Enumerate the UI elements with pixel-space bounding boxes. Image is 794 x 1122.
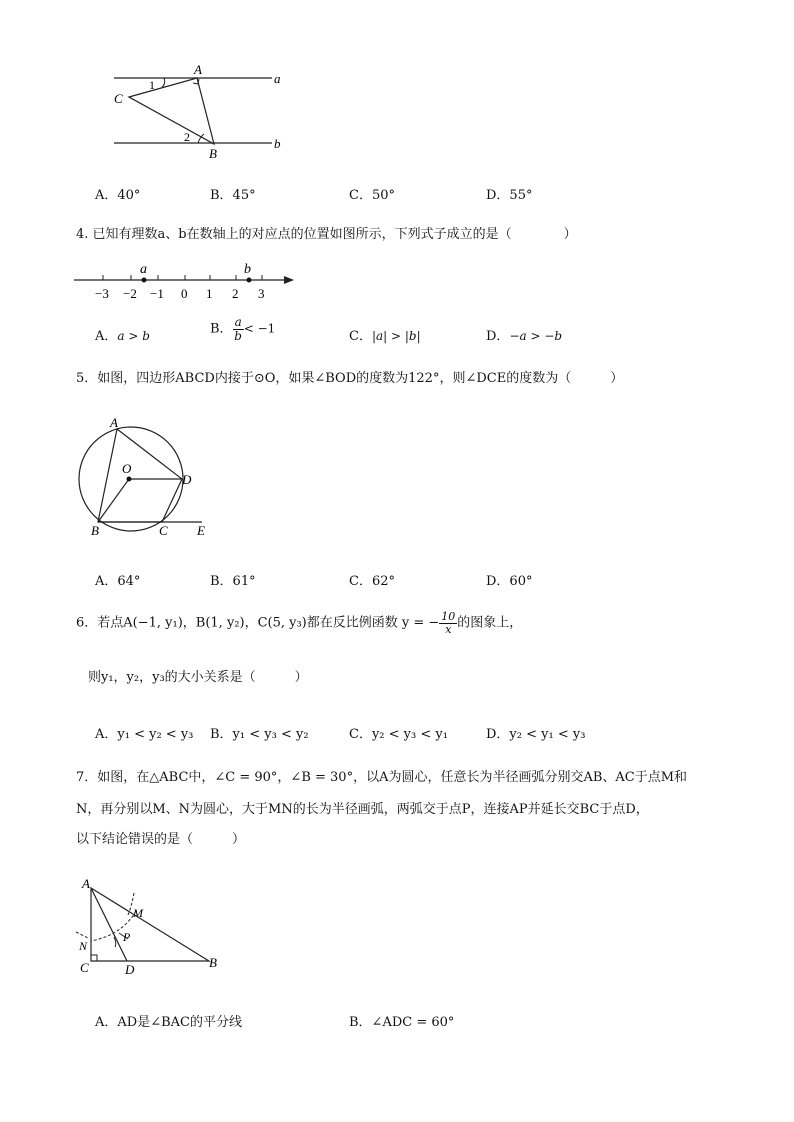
angle1-arc xyxy=(162,78,165,87)
q5-stem: 5．如图，四边形ABCD内接于⊙O，如果∠BOD的度数为122°，则∠DCE的度数为（ ） xyxy=(76,371,624,386)
point-b-dot xyxy=(247,278,252,283)
q3-option-a: A．40° xyxy=(95,188,141,203)
tick-label-n3: −3 xyxy=(95,286,109,301)
tick-label-1: 1 xyxy=(206,286,213,301)
label-P: P xyxy=(123,930,131,944)
label-B: B xyxy=(209,146,217,161)
quad-abcd xyxy=(98,429,182,522)
tick-label-n1: −1 xyxy=(150,286,164,301)
label-C: C xyxy=(159,523,168,538)
q4-option-c: C．|a| > |b| xyxy=(349,329,421,344)
label-B: B xyxy=(91,523,99,538)
q3-option-d: D．55° xyxy=(486,188,533,203)
q7-line-2: N，再分别以M、N为圆心，大于MN的长为半径画弧，两弧交于点P，连接AP并延长交BC于点D， xyxy=(76,802,649,817)
tick-label-n2: −2 xyxy=(123,286,137,301)
q6-option-a: A．y₁ < y₂ < y₃ xyxy=(95,727,194,742)
label-C: C xyxy=(114,91,123,106)
q6-option-d: D．y₂ < y₁ < y₃ xyxy=(486,727,586,742)
q3-option-c: C．50° xyxy=(349,188,395,203)
q4-stem: 4. 已知有理数a、b在数轴上的对应点的位置如图所示，下列式子成立的是（ ） xyxy=(76,227,577,242)
q5-option-c: C．62° xyxy=(349,574,395,589)
q4-number-line xyxy=(72,258,302,302)
label-B: B xyxy=(209,955,217,970)
label-C: C xyxy=(80,960,89,975)
label-A: A xyxy=(194,62,202,77)
q6-stem: 6．若点A(−1, y₁)，B(1, y₂)，C(5, y₃)都在反比例函数 y = − $\frac{10}{x}$ 的图象上， xyxy=(76,610,523,636)
point-a-dot xyxy=(142,278,147,283)
label-D: D xyxy=(125,962,135,977)
q5-figure xyxy=(78,415,218,540)
q7-figure xyxy=(70,875,230,975)
right-angle-mark xyxy=(91,955,97,961)
label-N: N xyxy=(79,939,88,953)
q4-option-b: B． $\frac{a}{b}$ < −1 xyxy=(210,315,276,343)
center-o-dot xyxy=(127,477,132,482)
q7-option-b: B．∠ADC = 60° xyxy=(349,1015,455,1030)
q3-figure xyxy=(100,60,300,170)
q5-option-a: A．64° xyxy=(95,574,141,589)
q6-option-c: C．y₂ < y₃ < y₁ xyxy=(349,727,448,742)
q7-option-a: A．AD是∠BAC的平分线 xyxy=(95,1015,242,1030)
label-A: A xyxy=(82,876,90,891)
q5-option-b: B．61° xyxy=(210,574,256,589)
label-line-a: a xyxy=(274,71,281,86)
tick-label-3: 3 xyxy=(258,286,265,301)
label-2: 2 xyxy=(184,130,190,144)
q5-option-d: D．60° xyxy=(486,574,533,589)
point-a-label: a xyxy=(140,262,147,277)
tick-label-2: 2 xyxy=(232,286,239,301)
label-A: A xyxy=(110,415,118,430)
q6-stem-2: 则y₁，y₂，y₃的大小关系是（ ） xyxy=(88,670,308,685)
label-O: O xyxy=(122,461,132,476)
right-angle-mark xyxy=(193,79,199,84)
q7-line-3: 以下结论错误的是（ ） xyxy=(76,832,246,847)
q4-option-a: A．a > b xyxy=(95,329,150,344)
label-1: 1 xyxy=(149,78,155,92)
triangle-abc xyxy=(129,78,214,144)
q4-option-d: D．−a > −b xyxy=(486,329,563,344)
arc-from-n xyxy=(76,932,88,938)
tick-label-0: 0 xyxy=(181,286,188,301)
label-E: E xyxy=(197,523,205,538)
point-b-label: b xyxy=(244,262,251,277)
label-line-b: b xyxy=(274,136,281,151)
q6-option-b: B．y₁ < y₃ < y₂ xyxy=(210,727,309,742)
q3-option-b: B．45° xyxy=(210,188,256,203)
label-D: D xyxy=(182,472,192,487)
q7-line-1: 7．如图，在△ABC中，∠C = 90°，∠B = 30°，以A为圆心，任意长为半径画弧分别交AB、AC于点M和 xyxy=(76,770,688,785)
label-M: M xyxy=(133,906,143,920)
